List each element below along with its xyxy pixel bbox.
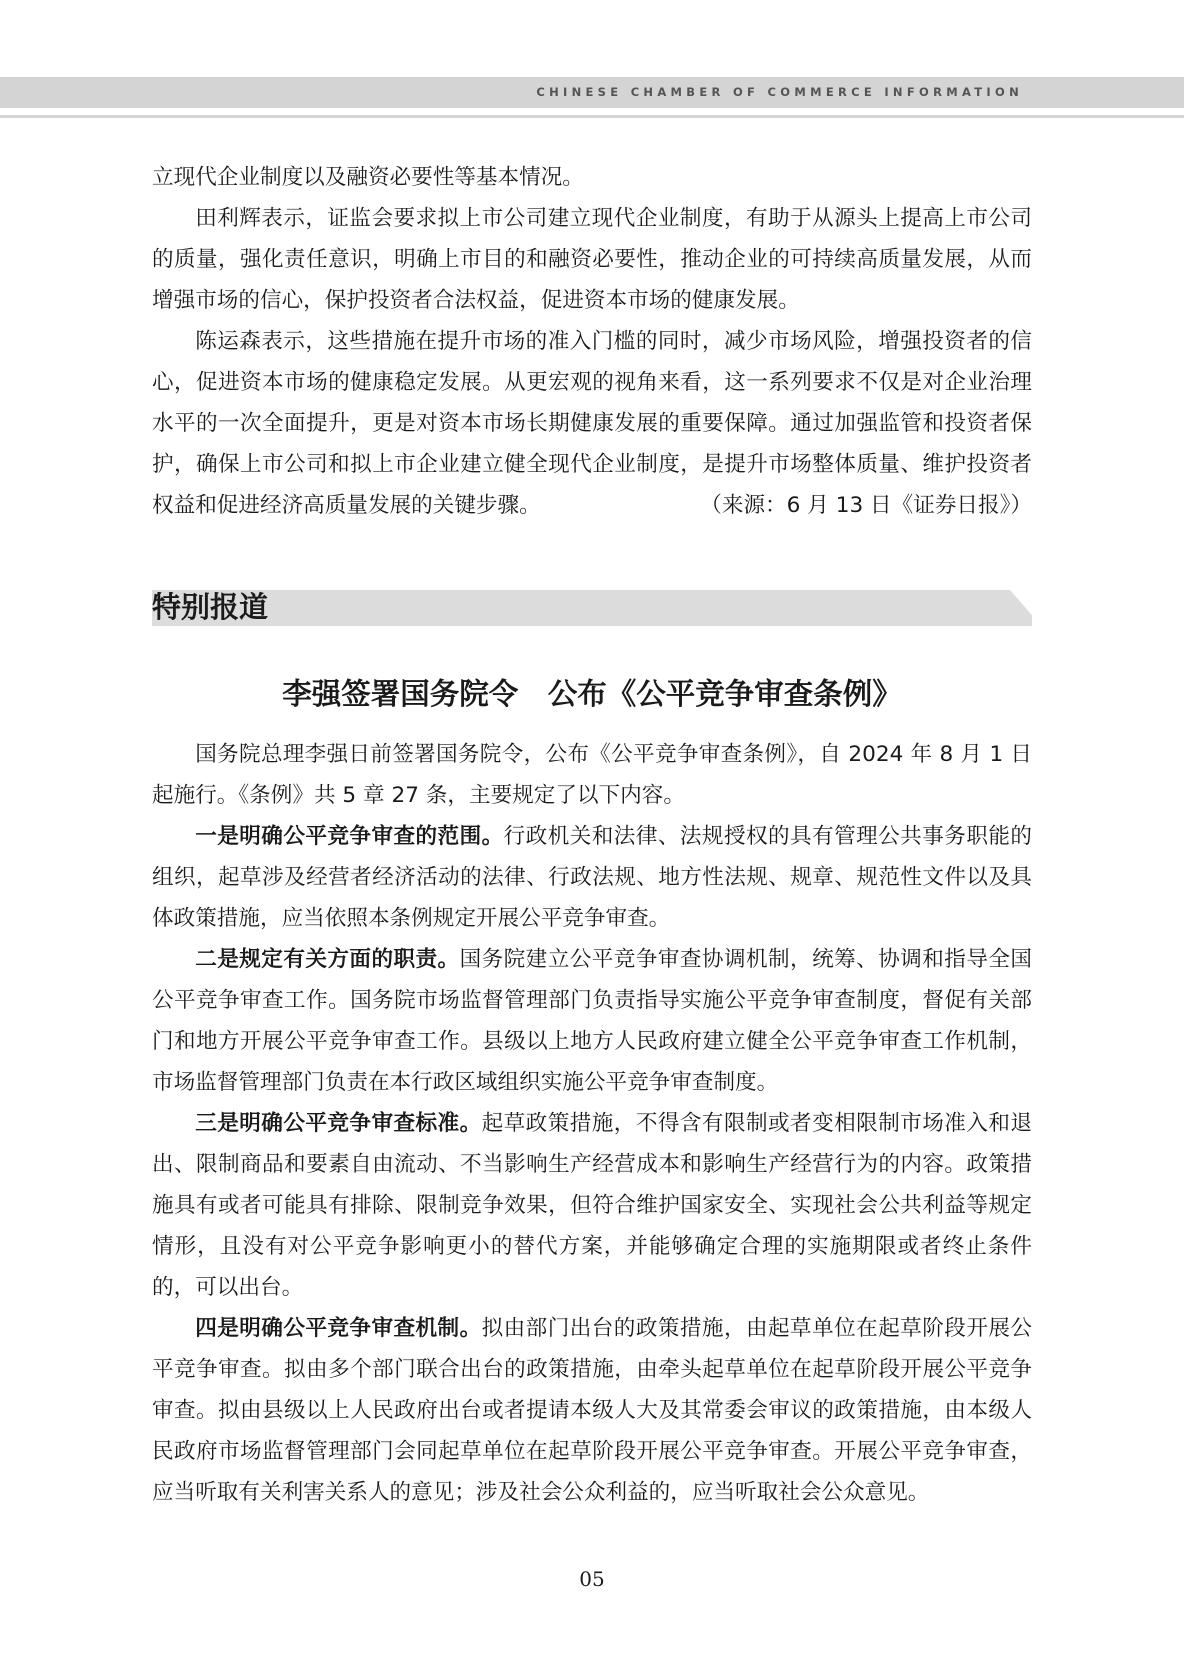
paragraph: 田利辉表示，证监会要求拟上市公司建立现代企业制度，有助于从源头上提高上市公司的质量，强化责任意识，明确上市目的和融资必要性，推动企业的可持续高质量发展，从而增强市场的信心，保护投资者合法权益，促进资本市场的健康发展。 xyxy=(152,206,1032,313)
article-title: 李强签署国务院令 公布《公平竞争审查条例》 xyxy=(282,677,902,711)
source-citation: （来源：6 月 13 日《证券日报》） xyxy=(700,493,1032,518)
paragraph xyxy=(152,1103,1032,1308)
point-body: 行政机关和法律、法规授权的具有管理公共事务职能的组织，起草涉及经营者经济活动的法律、行政法规、地方性法规、规章、规范性文件以及具体政策措施，应当依照本条例规定开展公平竞争审查。 xyxy=(152,824,1032,931)
section-title: 特别报道 xyxy=(152,590,269,624)
paragraph-text: 陈运森表示，这些措施在提升市场的准入门槛的同时，减少市场风险，增强投资者的信心，促进资本市场的健康稳定发展。从更宏观的视角来看，这一系列要求不仅是对企业治理水平的一次全面提升，更是对资本市场长期健康发展的重要保障。通过加强监管和投资者保护，确保上市公司和拟上市企业建立健全现代企业制度，是提升市场整体质量、维护投资者权益和促进经济高质量发展的关键步骤。 xyxy=(152,329,1032,518)
page-number: 05 xyxy=(579,1567,605,1591)
point-body: 国务院建立公平竞争审查协调机制，统筹、协调和指导全国公平竞争审查工作。国务院市场监督管理部门负责指导实施公平竞争审查制度，督促有关部门和地方开展公平竞争审查工作。县级以上地方人民政府建立健全公平竞争审查工作机制，市场监督管理部门负责在本行政区域组织实施公平竞争审查制度。 xyxy=(152,947,1032,1095)
paragraph xyxy=(152,1308,1032,1513)
header-banner-text: CHINESE CHAMBER OF COMMERCE INFORMATION xyxy=(536,85,1023,99)
point-body: 起草政策措施，不得含有限制或者变相限制市场准入和退出、限制商品和要素自由流动、不当影响生产经营成本和影响生产经营行为的内容。政策措施具有或者可能具有排除、限制竞争效果，但符合维护国家安全、实现社会公共利益等规定情形，且没有对公平竞争影响更小的替代方案，并能够确定合理的实施期限或者终止条件的，可以出台。 xyxy=(152,1111,1032,1300)
paragraph: 立现代企业制度以及融资必要性等基本情况。 xyxy=(152,165,584,190)
paragraph: 国务院总理李强日前签署国务院令，公布《公平竞争审查条例》，自 2024 年 8 月 1 日起施行。《条例》共 5 章 27 条，主要规定了以下内容。 xyxy=(152,742,1032,808)
article-body xyxy=(152,734,1032,1513)
paragraph xyxy=(152,816,1032,939)
paragraph xyxy=(152,321,1032,526)
point-lead: 三是明确公平竞争审查标准。 xyxy=(195,1111,482,1136)
point-body: 拟由部门出台的政策措施，由起草单位在起草阶段开展公平竞争审查。拟由多个部门联合出台的政策措施，由牵头起草单位在起草阶段开展公平竞争审查。拟由县级以上人民政府出台或者提请本级人大及其常委会审议的政策措施，由本级人民政府市场监督管理部门会同起草单位在起草阶段开展公平竞争审查。开展公平竞争审查，应当听取有关利害关系人的意见；涉及社会公众利益的，应当听取社会公众意见。 xyxy=(152,1316,1032,1505)
point-lead: 二是规定有关方面的职责。 xyxy=(195,947,460,972)
section-header-bar xyxy=(152,590,1032,626)
paragraph xyxy=(152,939,1032,1103)
point-lead: 一是明确公平竞争审查的范围。 xyxy=(195,824,504,849)
point-lead: 四是明确公平竞争审查机制。 xyxy=(195,1316,482,1341)
header-rule xyxy=(0,115,1184,118)
previous-article-body xyxy=(152,157,1032,526)
